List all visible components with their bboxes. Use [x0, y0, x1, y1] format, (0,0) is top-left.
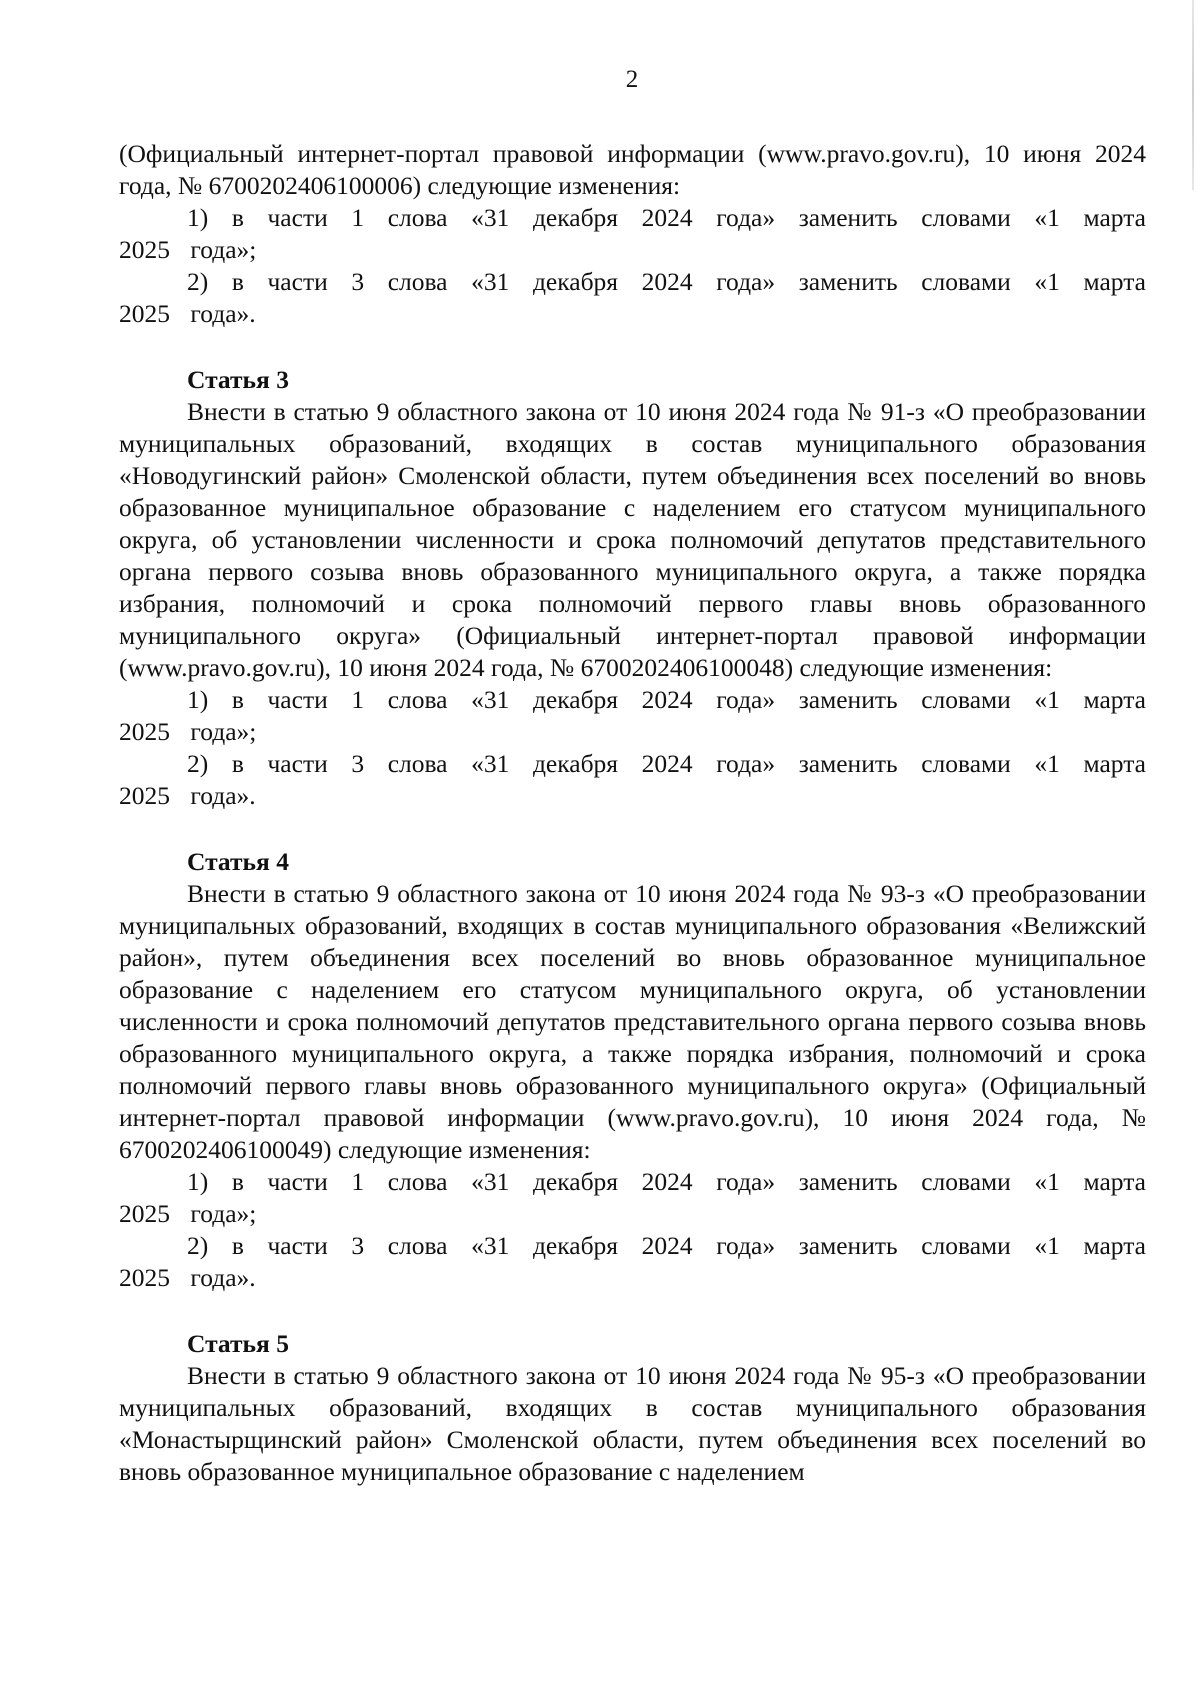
article-4-item-1: 1) в части 1 слова «31 декабря 2024 года» заменить словами «1 марта 2025 года»; — [119, 1167, 1146, 1228]
intro-item-2: 2) в части 3 слова «31 декабря 2024 года» заменить словами «1 марта 2025 года». — [119, 267, 1146, 328]
article-3-heading: Статья 3 — [187, 365, 289, 394]
article-3-body: Внести в статью 9 областного закона от 10 июня 2024 года № 91-з «О преобразовании муниципальных образований, входящих в состав муниципального образования «Новодугинский район» Смоленской области, путем объединения всех поселений во вновь образованное муниципальное образование с наделением его статусом муниципального округа, об установлении численности и срока полномочий депутатов представительного органа первого созыва вновь образованного муниципального округа, а также порядка избрания, полномочий и срока полномочий первого главы вновь образованного муниципального округа» (Официальный интернет-портал правовой информации (www.pravo.gov.ru), 10 июня 2024 года, № 6700202406100048) следующие изменения: — [119, 397, 1146, 682]
article-4-heading: Статья 4 — [187, 847, 289, 876]
article-5-body: Внести в статью 9 областного закона от 10 июня 2024 года № 95-з «О преобразовании муниципальных образований, входящих в состав муниципального образования «Монастырщинский район» Смоленской области, путем объединения всех поселений во вновь образованное муниципальное образование с наделением — [119, 1361, 1146, 1486]
intro-paragraph: (Официальный интернет-портал правовой информации (www.pravo.gov.ru), 10 июня 2024 года, № 6700202406100006) следующие изменения: — [119, 139, 1146, 200]
scan-edge-mark — [1192, 0, 1194, 190]
intro-item-1: 1) в части 1 слова «31 декабря 2024 года» заменить словами «1 марта 2025 года»; — [119, 203, 1146, 264]
article-4-item-2: 2) в части 3 слова «31 декабря 2024 года» заменить словами «1 марта 2025 года». — [119, 1231, 1146, 1292]
page-number: 2 — [625, 66, 639, 93]
article-5-heading: Статья 5 — [187, 1329, 289, 1358]
article-3-item-2: 2) в части 3 слова «31 декабря 2024 года» заменить словами «1 марта 2025 года». — [119, 749, 1146, 810]
document-body — [119, 138, 1146, 1488]
article-4-body: Внести в статью 9 областного закона от 10 июня 2024 года № 93-з «О преобразовании муниципальных образований, входящих в состав муниципального образования «Велижский район», путем объединения всех поселений во вновь образованное муниципальное образование с наделением его статусом муниципального округа, об установлении численности и срока полномочий депутатов представительного органа первого созыва вновь образованного муниципального округа, а также порядка избрания, полномочий и срока полномочий первого главы вновь образованного муниципального округа» (Официальный интернет-портал правовой информации (www.pravo.gov.ru), 10 июня 2024 года, № 6700202406100049) следующие изменения: — [119, 879, 1146, 1164]
article-3-item-1: 1) в части 1 слова «31 декабря 2024 года» заменить словами «1 марта 2025 года»; — [119, 685, 1146, 746]
